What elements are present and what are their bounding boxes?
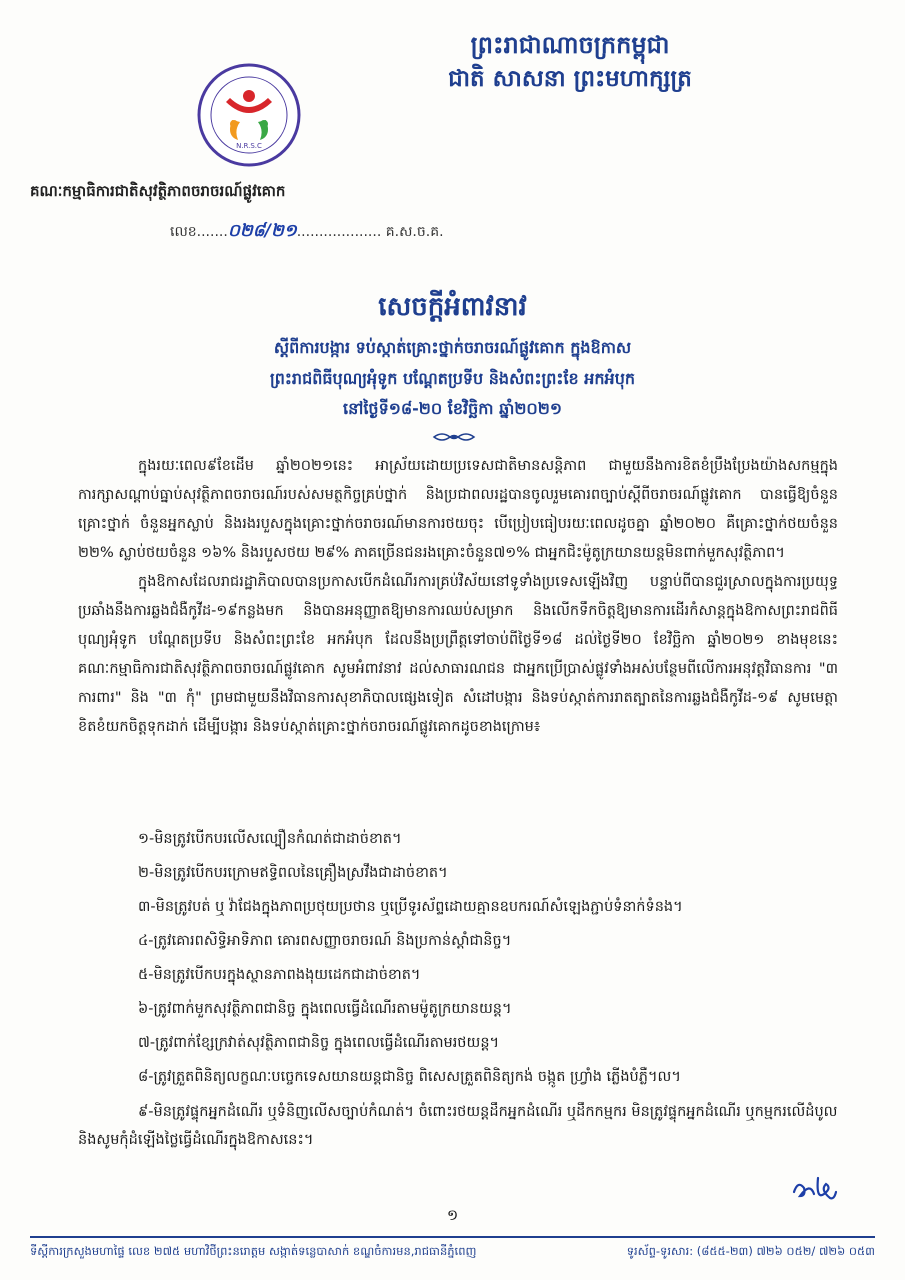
- ref-year: ២១: [270, 221, 297, 241]
- document-title: សេចក្តីអំពាវនាវ: [378, 292, 527, 322]
- ref-sep: /: [264, 221, 271, 241]
- footer-address: ទីស្តីការក្រសួងមហាផ្ទៃ លេខ ២៧៥ មហាវិថីព្រះនរោត្តម សង្កាត់ទន្លេបាសាក់ ខណ្ឌចំការមន,រាជធានីភ្នំពេញ: [30, 1244, 477, 1258]
- subject-line-1: ស្តីពីការបង្ការ ទប់ស្កាត់គ្រោះថ្នាក់ចរាចរណ៍ផ្លូវគោក ក្នុងឱកាស: [273, 338, 632, 357]
- list-item: ២-មិនត្រូវបើកបរក្រោមឥទ្ធិពលនៃគ្រឿងស្រវឹងជាដាច់ខាត។: [138, 865, 448, 881]
- list-item: ១-មិនត្រូវបើកបរលើសល្បឿនកំណត់ជាដាច់ខាត។: [138, 831, 402, 847]
- paragraph: ក្នុងរយៈពេល៩ខែដើម ឆ្នាំ២០២១នេះ អាស្រ័យដោយប្រទេសជាតិមានសន្តិភាព ជាមួយនឹងការខិតខំប្រឹងប្រែងយ៉ាងសកម្មក្នុងការក្សាសណ្តាប់ធ្នាប់សុវត្ថិភាពចរាចរណ៍របស់សមត្ថកិច្ចគ្រប់ថ្នាក់ និងប្រជាពលរដ្ឋបានចូលរួមគោរពច្បាប់ស្តីពីចរាចរណ៍ផ្លូវគោក បានធ្វើឱ្យចំនួនគ្រោះថ្នាក់ ចំនួនអ្នកស្លាប់ និងរងរបួសក្នុងគ្រោះថ្នាក់ចរាចរណ៍មានការថយចុះ បើប្រៀបធៀបរយៈពេលដូចគ្នា ឆ្នាំ២០២០ គឺគ្រោះថ្នាក់ថយចំនួន ២២% ស្លាប់ថយចំនួន ១៦% និងរបួសថយ ២៩% ភាគច្រើនជនរងគ្រោះចំនួន៧១% ជាអ្នកជិះម៉ូតូក្រយានយន្តមិនពាក់មួកសុវត្ថិភាព។: [78, 458, 838, 561]
- list-item: ៩-មិនត្រូវផ្ទុកអ្នកដំណើរ ឬទំនិញលើសច្បាប់កំណត់។ ចំពោះរថយន្តដឹកអ្នកដំណើរ ឬដឹកកម្មករ មិនត្រូវផ្ទុកអ្នកដំណើរ ឬកម្មករលើដំបូល និងសូមកុំដំឡើងថ្លៃធ្វើដំណើរក្នុងឱកាសនេះ។: [78, 1104, 838, 1148]
- subject-line-2: ព្រះរាជពិធីបុណ្យអុំទូក បណ្តែតប្រទីប និងសំពះព្រះខែ អកអំបុក: [269, 369, 636, 388]
- paragraph: ក្នុងឱកាសដែលរាជរដ្ឋាភិបាលបានប្រកាសបើកដំណើរការគ្រប់វិស័យនៅទូទាំងប្រទេសឡើងវិញ បន្ទាប់ពីបានជួរស្រាលក្នុងការប្រយុទ្ធប្រឆាំងនឹងការឆ្លងជំងឺកូវីដ-១៩កន្លងមក និងបានអនុញ្ញាតឱ្យមានការឈប់សម្រាក និងលើកទឹកចិត្តឱ្យមានការដើរកំសាន្តក្នុងឱកាសព្រះរាជពិធីបុណ្យអុំទូក បណ្តែតប្រទីប និងសំពះព្រះខែ អកអំបុក ដែលនឹងប្រព្រឹត្តទៅចាប់ពីថ្ងៃទី១៨ ដល់ថ្ងៃទី២០ ខែវិច្ឆិកា ឆ្នាំ២០២១ ខាងមុខនេះ គណៈកម្មាធិការជាតិសុវត្ថិភាពចរាចរណ៍ផ្លូវគោក សូមអំពាវនាវ ដល់សាធារណជន ជាអ្នកប្រើប្រាស់ផ្លូវទាំងអស់បន្ថែមពីលើការអនុវត្តវិធានការ "៣ ការពារ" និង "៣ កុំ" ព្រមជាមួយនឹងវិធានការសុខាភិបាលផ្សេងទៀត សំដៅបង្ការ និងទប់ស្កាត់ការរាតត្បាតនៃការឆ្លងជំងឺកូវីដ-១៩ សូមមេត្តាខិតខំយកចិត្តទុកដាក់ ដើម្បីបង្ការ និងទប់ស្កាត់គ្រោះថ្នាក់ចរាចរណ៍ផ្លូវគោកដូចខាងក្រោម៖: [78, 574, 838, 735]
- reference-number: [170, 220, 444, 245]
- subject-line-3: នៅថ្ងៃទី១៨-២០ ខែវិច្ឆិកា ឆ្នាំ២០២១: [343, 399, 562, 418]
- footer-phone: ទូរស័ព្ទ-ទូរសារ: (៨៥៥-២៣) ៧២៦ ០៥២/ ៧២៦ ០៥៣: [626, 1244, 875, 1258]
- list-item: ៣-មិនត្រូវបត់ ឬ វ៉ាជែងក្នុងភាពប្រថុយប្រថាន ឬប្រើទូរស័ព្ទដោយគ្មានឧបករណ៍សំឡេងភ្ជាប់ទំនាក់ទំនង។: [138, 899, 683, 915]
- national-motto: ជាតិ សាសនា ព្រះមហាក្សត្រ: [448, 66, 692, 92]
- document-body: [78, 452, 838, 742]
- issuer-committee: គណៈកម្មាធិការជាតិសុវត្ថិភាពចរាចរណ៍ផ្លូវគោក: [30, 182, 286, 200]
- list-item: ៤-ត្រូវគោរពសិទ្ធិអាទិភាព គោរពសញ្ញាចរាចរណ៍ និងប្រកាន់ស្តាំជានិច្ច។: [138, 933, 512, 949]
- recommendation-list: [78, 822, 838, 1154]
- list-item: ៥-មិនត្រូវបើកបរក្នុងស្ថានភាពងងុយដេកជាដាច់ខាត។: [138, 967, 421, 983]
- kingdom-name: ព្រះរាជាណាចក្រកម្ពុជា: [470, 31, 670, 59]
- nrsc-logo-icon: [196, 62, 302, 168]
- page-number: ១: [446, 1206, 459, 1224]
- svg-text:N.R.S.C: N.R.S.C: [236, 142, 262, 150]
- ref-dots: ...................: [296, 224, 382, 240]
- list-item: ៧-ត្រូវពាក់ខ្សែក្រវាត់សុវត្ថិភាពជានិច្ច ក្នុងពេលធ្វើដំណើរតាមរថយន្ត។: [138, 1035, 500, 1051]
- ref-suffix: គ.ស.ច.គ.: [385, 224, 444, 240]
- ref-prefix: លេខ.......: [170, 224, 228, 240]
- list-item: ៦-ត្រូវពាក់មួកសុវត្ថិភាពជានិច្ច ក្នុងពេលធ្វើដំណើរតាមម៉ូតូក្រយានយន្ត។: [138, 1001, 512, 1017]
- list-item: ៨-ត្រូវត្រួតពិនិត្យលក្ខណៈបច្ចេកទេសយានយន្តជានិច្ច ពិសេសត្រួតពិនិត្យកង់ ចង្កូត ហ្វ្រាំង ភ្លើងបំភ្លឺ។ល។: [138, 1069, 681, 1085]
- kingdom-header: [330, 28, 810, 96]
- ornament-divider-icon: [432, 430, 476, 444]
- footer-divider: [30, 1236, 875, 1238]
- handwritten-signature-icon: [790, 1170, 840, 1204]
- ref-number: ០២៨: [227, 221, 265, 241]
